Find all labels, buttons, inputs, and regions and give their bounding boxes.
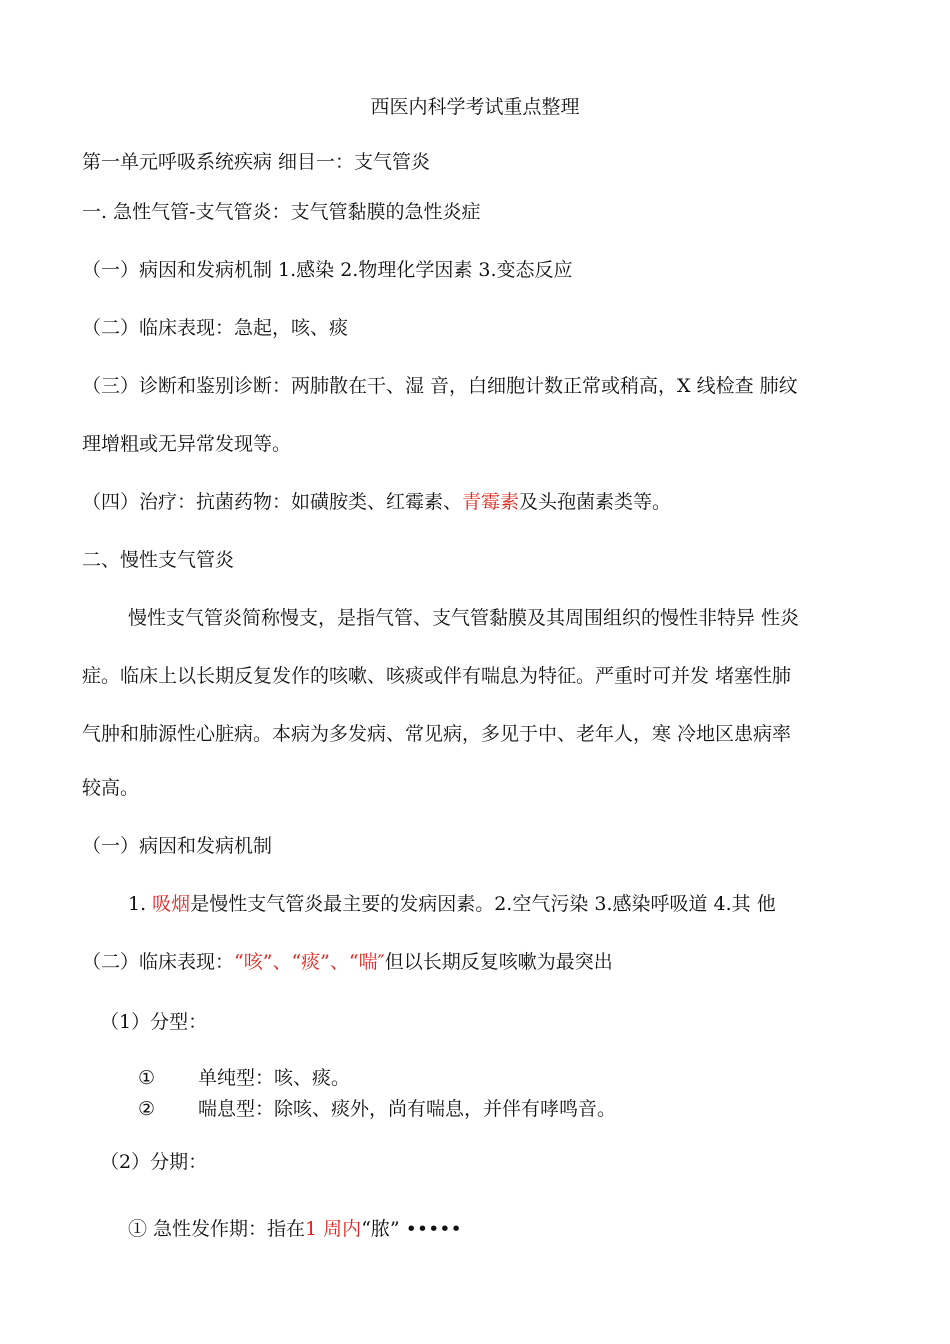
highlight-smoking: 吸烟: [152, 893, 191, 915]
section2-cause-heading: （一）病因和发病机制: [82, 835, 273, 857]
section1-item-diagnosis-line1: （三）诊断和鉴别诊断：两肺散在干、湿 音，白细胞计数正常或稍高，X 线检查 肺纹: [82, 375, 798, 397]
highlight-penicillin: 青霉素: [462, 491, 520, 513]
highlight-symptoms: “咳”、“痰”、“喘″: [234, 951, 385, 973]
section1-item-treatment: [82, 490, 671, 514]
type2-text: 喘息型：除咳、痰外，尚有喘息，并伴有哮鸣音。: [198, 1098, 617, 1120]
section2-paragraph-line1: 慢性支气管炎简称慢支，是指气管、支气管黏膜及其周围组织的慢性非特异 性炎: [128, 607, 800, 629]
section1-heading: 一. 急性气管-支气管炎：支气管黏膜的急性炎症: [82, 201, 481, 223]
clinical-text: 但以长期反复咳嗽为最突出: [384, 951, 613, 973]
section2-paragraph-line2: 症。临床上以长期反复发作的咳嗽、咳痰或伴有喘息为特征。严重时可并发 堵塞性肺: [82, 665, 792, 687]
section2-heading: 二、慢性支气管炎: [82, 549, 235, 571]
treatment-text-end: 及头孢菌素类等。: [519, 491, 672, 513]
stage1-item: [128, 1217, 462, 1241]
section2-cause-item: [128, 892, 776, 916]
section2-paragraph-line3: 气肿和肺源性心脏病。本病为多发病、常见病，多见于中、老年人，寒 冷地区患病率: [82, 723, 792, 745]
type1-marker: ①: [138, 1067, 156, 1089]
section1-item-causes: （一）病因和发病机制 1.感染 2.物理化学因素 3.变态反应: [82, 259, 573, 281]
section1-item-clinical: （二）临床表现：急起，咳、痰: [82, 317, 349, 339]
section2-clinical: [82, 950, 613, 974]
type1-text: 单纯型：咳、痰。: [198, 1067, 351, 1089]
section1-item-diagnosis-line2: 理增粗或无异常发现等。: [82, 433, 292, 455]
stage1-text-end: “脓” •••••: [361, 1218, 462, 1240]
clinical-label: （二）临床表现：: [82, 951, 235, 973]
type2-marker: ②: [138, 1098, 156, 1120]
cause-text: 是慢性支气管炎最主要的发病因素。2.空气污染 3.感染呼吸道 4.其 他: [190, 893, 776, 915]
unit-heading: 第一单元呼吸系统疾病 细目一：支气管炎: [82, 151, 431, 173]
cause-number: 1.: [128, 893, 153, 915]
document-title: 西医内科学考试重点整理: [370, 96, 580, 118]
treatment-text: （四）治疗：抗菌药物：如磺胺类、红霉素、: [82, 491, 463, 513]
stage-heading: （2）分期：: [100, 1151, 208, 1173]
stage1-text: ① 急性发作期：指在: [128, 1218, 306, 1240]
type-heading: （1）分型：: [100, 1011, 208, 1033]
section2-paragraph-line4: 较高。: [82, 777, 140, 799]
highlight-one-week: 1 周内: [305, 1218, 362, 1240]
